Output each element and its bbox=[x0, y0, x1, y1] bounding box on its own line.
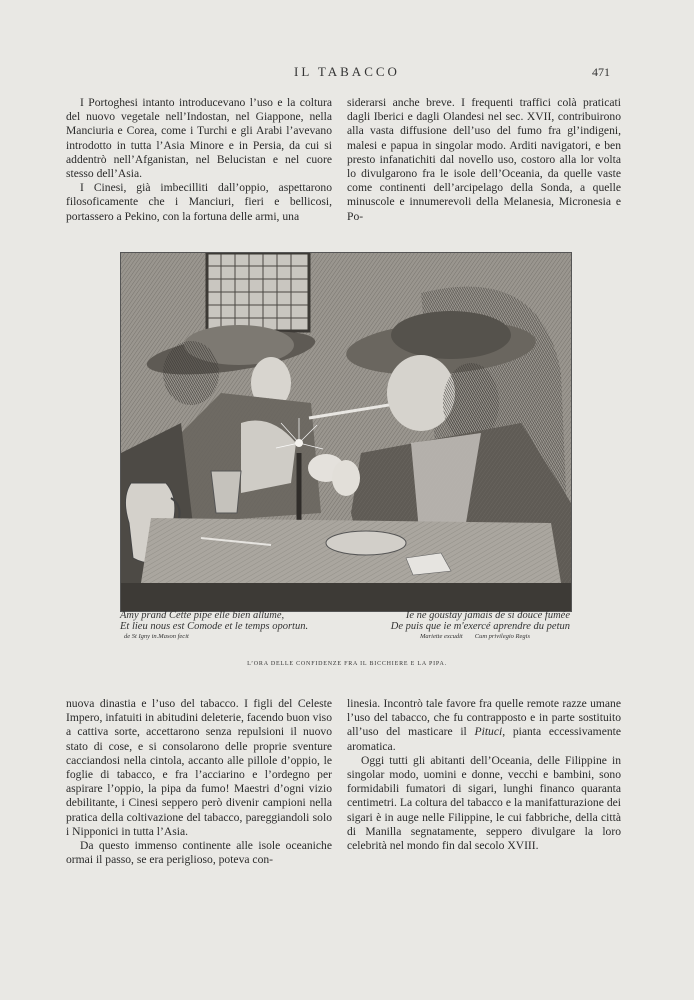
text-run: linesia. Incontrò tale favore fra quelle remote razze umane l’uso del tabacco, che fu contrapposto e in parte sostituito all’uso del masticare il bbox=[347, 697, 621, 739]
engraver-credit: Mason fecit bbox=[158, 633, 189, 640]
paragraph: nuova dinastia e l’uso del tabacco. I figli del Celeste Impero, infatuiti in abitudini deleterie, facendo buon viso a cattiva sorte, accettarono senza repulsioni il nuovo stato di cose, e si consolarono delle proprie sventure cacciandosi nella cintola, accanto alle pillole d’oppio, le foglie di tabacco, e fra l’acciarino e l’ordegno per aspirare l’oppio, la pipa da fumo! Maestri d’ogni vizio debilitante, i Cinesi seppero però divenir campioni nella pratica della coltivazione del tabacco, pareggiandoli solo i Nipponici in tutta l’Asia. bbox=[66, 697, 332, 838]
window bbox=[207, 253, 309, 331]
illustration-caption bbox=[0, 658, 694, 667]
engraving-drawing bbox=[121, 253, 571, 611]
engraver-credit: Mariette excudit bbox=[419, 633, 463, 640]
engraver-credit: de St Igny in. bbox=[124, 633, 159, 640]
page-number: 471 bbox=[592, 65, 610, 79]
table bbox=[121, 518, 571, 611]
caption-text: L’ORA DELLE CONFIDENZE FRA IL BICCHIERE E LA PIPA. bbox=[247, 661, 447, 667]
page-header bbox=[0, 64, 694, 84]
paragraph: Oggi tutti gli abitanti dell’Oceania, delle Filippine in singolar modo, uomini e donne, vecchi e bambini, sono formidabili fumatori di sigari, lunghi financo quaranta centimetri. La coltura del tabacco e la manifatturazione dei sigari è in auge nelle Filippine, le cui fabbriche, della città di Manilla segnatamente, seppero divulgare la loro celebrità nel mondo fin dal secolo XVIII. bbox=[347, 753, 621, 853]
inscription-line: Et lieu nous est Comode et le temps oportun. bbox=[120, 621, 309, 632]
italic-term: Pituci bbox=[474, 725, 503, 739]
text-column-top-right bbox=[347, 96, 621, 224]
paragraph bbox=[347, 697, 621, 754]
paragraph: siderarsi anche breve. I frequenti traffici colà praticati dagli Iberici e dagli Olandesi nel sec. XVII, contribuirono alla vasta diffusione dell’uso del fumo fra gl’indigeni, malesi e papua in singolar modo. Arditi navigatori, e ben presto infanatichiti dal novello uso, costoro alla lor volta lo divulgarono fra le isole dell’Oceania, da quelle vaste come continenti dell’arcipelago della Sonda, a quelle minuscole e innumerevoli della Melanesia, Micronesia e Po- bbox=[347, 96, 621, 223]
inscription-line: Amy prand Cette pipe elle bien allume, bbox=[120, 610, 285, 621]
text-run: , pianta eccessivamente aromatica. bbox=[347, 725, 622, 753]
text-column-bottom-left bbox=[66, 697, 332, 867]
glass bbox=[211, 471, 241, 513]
paragraph: I Cinesi, già imbecilliti dall’oppio, aspettarono filosoficamente che i Manciuri, fieri e bellicosi, portassero a Pekino, con la fortuna delle armi, una bbox=[66, 181, 332, 223]
inscription-line: Ie ne goustay jamais de si douce fumée bbox=[405, 610, 570, 621]
engraving-illustration bbox=[120, 252, 572, 612]
running-title: IL TABACCO bbox=[294, 64, 400, 79]
paragraph: I Portoghesi intanto introducevano l’uso e la coltura del nuovo vegetale nell’Indostan, nel Giappone, nella Manciuria e Corea, come i Turchi e gli Arabi l’avevano introdotto in tutta l’Asia Minore e in Persia, da cui si addentrò nell’Afganistan, nel Belucistan e nel cuore stesso dell’Asia. bbox=[66, 96, 332, 181]
text-column-bottom-right bbox=[347, 697, 621, 853]
engraving-inscription bbox=[120, 610, 570, 641]
paragraph: Da questo immenso continente alle isole oceaniche ormai il passo, se era periglioso, poteva con- bbox=[66, 839, 332, 867]
engraver-credit: Cum privilegio Regis bbox=[474, 633, 530, 640]
inscription-line: De puis que ie m'exercé aprendre du petun bbox=[390, 621, 570, 632]
text-column-top-left bbox=[66, 96, 332, 224]
